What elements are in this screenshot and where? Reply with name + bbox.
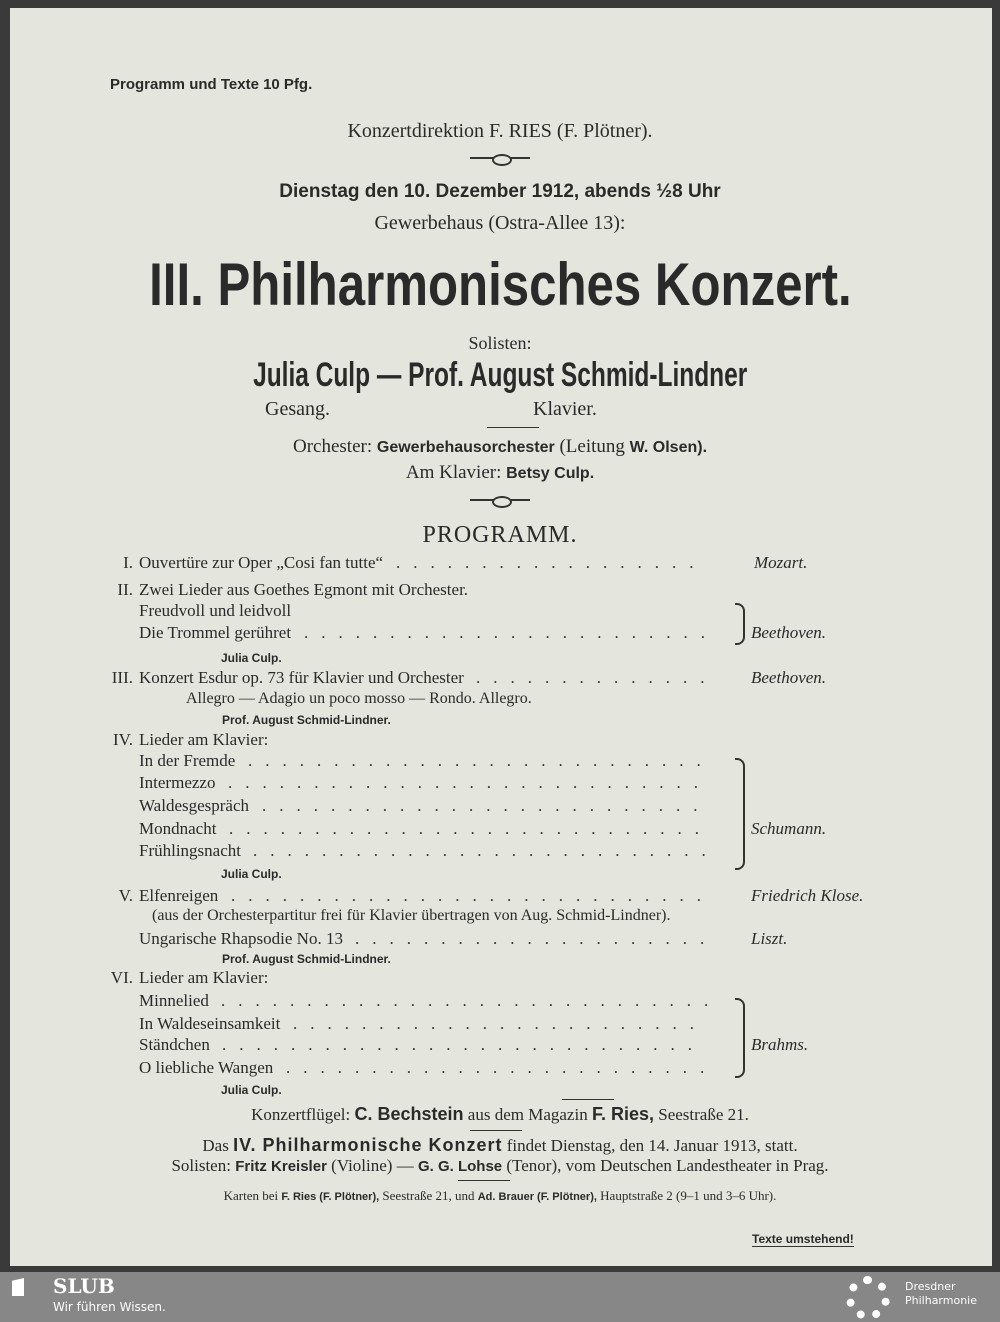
slub-slogan: Wir führen Wissen. [53, 1300, 166, 1314]
piece-title: Ständchen [139, 1035, 210, 1054]
piece-title: Lieder am Klavier: [139, 730, 269, 749]
leader-dots: ............................ [228, 773, 711, 792]
agency: Konzertdirektion F. RIES (F. Plötner). [347, 120, 653, 142]
piece-subtitle: Allegro — Adagio un poco mosso — Rondo. Allegro. [186, 690, 532, 707]
piece-title: Ouvertüre zur Oper „Cosi fan tutte“ [139, 553, 384, 572]
next-concert: Das IV. Philharmonische Konzert findet Dienstag, den 14. Januar 1913, statt. [202, 1135, 798, 1155]
philharmonie-name[interactable]: Dresdner Philharmonie [905, 1280, 977, 1307]
program-item [0, 623, 1000, 645]
program-item [0, 991, 1000, 1013]
piece-title: Ungarische Rhapsodie No. 13 [139, 929, 343, 948]
program-item [0, 580, 1000, 602]
piece-title: Intermezzo [139, 773, 216, 792]
venue: Gewerbehaus (Ostra-Allee 13): [374, 212, 626, 234]
program-item [0, 907, 1000, 929]
piece-title: Frühlingsnacht [139, 841, 241, 860]
program-item [0, 948, 1000, 970]
piece-title: Freudvoll und leidvoll [139, 601, 292, 620]
program-number: VI. [110, 968, 133, 987]
performer-credit: Prof. August Schmid-Lindner. [222, 952, 391, 966]
concert-title: III. Philharmonisches Konzert. [148, 251, 852, 318]
footer-bar [0, 1272, 1000, 1322]
piece-title: Zwei Lieder aus Goethes Egmont mit Orchester. [139, 580, 469, 599]
ornament-divider [470, 495, 530, 505]
leader-dots: ........................... [253, 841, 719, 860]
program-number: I. [123, 553, 133, 572]
program-item [0, 1014, 1000, 1036]
program-heading: PROGRAMM. [422, 522, 578, 548]
program-item [0, 730, 1000, 752]
leader-dots: ............................. [221, 991, 722, 1010]
slub-logo[interactable]: SLUB [53, 1274, 115, 1298]
piece-title: Mondnacht [139, 819, 217, 838]
composer-name: Beethoven. [751, 623, 827, 642]
performer-credit: Prof. August Schmid-Lindner. [222, 713, 391, 727]
program-item [0, 796, 1000, 818]
leader-dots: .................. [396, 553, 707, 572]
role-piano: Klavier. [533, 398, 597, 420]
program-number: IV. [113, 730, 133, 749]
program-item [0, 668, 1000, 690]
ornament-divider [470, 153, 530, 163]
leader-dots: ............................ [222, 1035, 705, 1054]
program-number: II. [117, 580, 133, 599]
performer-credit: Julia Culp. [221, 867, 282, 881]
composer-name: Liszt. [751, 929, 788, 948]
piece-title: Minnelied [139, 991, 209, 1010]
program-item [0, 773, 1000, 795]
composer-name: Mozart. [754, 553, 808, 572]
grouping-brace [735, 603, 745, 645]
program-item [0, 553, 1000, 575]
piece-title: In Waldeseinsamkeit [139, 1014, 281, 1033]
piece-title: O liebliche Wangen [139, 1058, 274, 1077]
piece-title: Elfenreigen [139, 886, 219, 905]
composer-name: Brahms. [751, 1035, 809, 1054]
price-note: Programm und Texte 10 Pfg. [110, 76, 313, 93]
composer-name: Beethoven. [751, 668, 827, 687]
program-number: V. [118, 886, 133, 905]
leader-dots: ......................... [286, 1058, 718, 1077]
leader-dots: ............................ [231, 886, 714, 905]
program-item [0, 1058, 1000, 1080]
program-item [0, 1079, 1000, 1101]
leader-dots: ........................ [293, 1014, 707, 1033]
program-item [0, 1035, 1000, 1057]
program-item [0, 886, 1000, 908]
leader-dots: .......................... [262, 796, 711, 815]
performer-credit: Julia Culp. [221, 1083, 282, 1097]
slub-book-icon [12, 1278, 24, 1296]
philharmonie-logo-icon [846, 1276, 890, 1320]
role-voice: Gesang. [265, 398, 330, 420]
soloists: Julia Culp — Prof. August Schmid-Lindner [252, 356, 748, 394]
grouping-brace [735, 758, 745, 870]
leader-dots: ........................... [248, 751, 714, 770]
leader-dots: ............................ [229, 819, 712, 838]
program-item [0, 647, 1000, 669]
piece-title: Lieder am Klavier: [139, 968, 269, 987]
orchestra-line: Orchester: Gewerbehausorchester (Leitung W. Olsen). [292, 436, 708, 457]
soloists-label: Solisten: [468, 333, 532, 353]
composer-name: Friedrich Klose. [751, 886, 864, 905]
performer-credit: Julia Culp. [221, 651, 282, 665]
program-number: III. [111, 668, 133, 687]
program-item [0, 968, 1000, 990]
leader-dots: ........................ [304, 623, 718, 642]
next-soloists: Solisten: Fritz Kreisler (Violine) — G. G. Lohse (Tenor), vom Deutschen Landestheater in Prag. [171, 1156, 829, 1175]
program-item [0, 601, 1000, 623]
composer-name: Schumann. [751, 819, 827, 838]
program-item [0, 841, 1000, 863]
piece-title: In der Fremde [139, 751, 236, 770]
program-item [0, 863, 1000, 885]
program-item [0, 709, 1000, 731]
piano-accompanist: Am Klavier: Betsy Culp. [405, 462, 595, 483]
leader-dots: ..................... [355, 929, 718, 948]
piece-title: Die Trommel gerühret [139, 623, 292, 642]
piece-title: Waldesgespräch [139, 796, 250, 815]
piece-title: Konzert Esdur op. 73 für Klavier und Orchester [139, 668, 464, 687]
see-reverse-note: Texte umstehend! [752, 1232, 854, 1246]
ticket-info: Karten bei F. Ries (F. Plötner), Seestraße 21, und Ad. Brauer (F. Plötner), Hauptstraße 2 (9–1 und 3–6 Uhr). [223, 1188, 777, 1203]
program-item [0, 819, 1000, 841]
grouping-brace [735, 998, 745, 1078]
piano-sponsor: Konzertflügel: C. Bechstein aus dem Magazin F. Ries, Seestraße 21. [251, 1104, 749, 1124]
piece-subtitle: (aus der Orchesterpartitur frei für Klavier übertragen von Aug. Schmid-Lindner). [152, 907, 671, 924]
program-item [0, 751, 1000, 773]
event-date: Dienstag den 10. Dezember 1912, abends ½8 Uhr [279, 181, 721, 202]
leader-dots: .............. [476, 668, 718, 687]
